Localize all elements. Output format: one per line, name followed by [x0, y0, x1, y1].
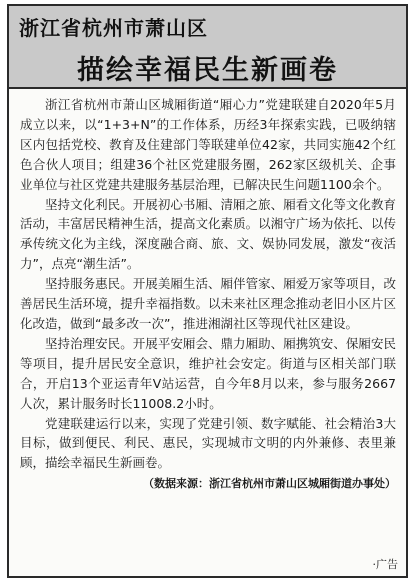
paragraph-governance: 坚持治理安民。开展平安厢会、鼎力厢助、厢携筑安、保厢安民等项目，提升居民安全意识，维护社会安定。街道与区相关部门联合，开启13个亚运青年V站运营，自今年8月以来，参与服务2667人次，累计服务时长11008.2小时。	[20, 335, 396, 411]
page-title: 描绘幸福民生新画卷	[77, 55, 338, 86]
paragraph-culture: 坚持文化利民。开展初心书厢、清厢之旅、厢看文化等文化教育活动，丰富居民精神生活，提高文化素质。以湘守广场为依托、以传承传统文化为主线，深度融合商、旅、文、娱协同发展，激发“夜活力”，点亮“潮生活”。	[20, 196, 396, 272]
ad-label: ·广告	[372, 558, 398, 571]
article-body	[20, 95, 396, 493]
data-source-note: （数据来源：浙江省杭州市萧山区城厢街道办事处）	[143, 477, 396, 491]
region-heading: 浙江省杭州市萧山区	[19, 16, 208, 40]
header-band	[9, 6, 406, 89]
paragraph-service: 坚持服务惠民。开展美厢生活、厢伴管家、厢爱万家等项目，改善居民生活环境，提升幸福指数。以未来社区理念推动老旧小区片区化改造，做到“最多改一次”，推进湘湖社区等现代社区建设。	[20, 276, 396, 331]
advertorial-frame	[7, 4, 408, 578]
paragraph-intro: 浙江省杭州市萧山区城厢街道“厢心力”党建联建自2020年5月成立以来，以“1+3+N”的工作体系，历经3年探索实践，已吸纳辖区内包括党校、教育及住建部门等联建单位42家，共同实施42个红色合伙人项目；组建36个社区党建服务圈，262家区级机关、企事业单位与社区党建共建服务基层治理，已解决民生问题1100余个。	[20, 97, 396, 192]
paragraph-conclusion: 党建联建运行以来，实现了党建引领、数字赋能、社会精治3大目标，做到便民、利民、惠民，实现城市文明的内外兼修、表里兼顾，描绘幸福民生新画卷。	[20, 415, 396, 471]
